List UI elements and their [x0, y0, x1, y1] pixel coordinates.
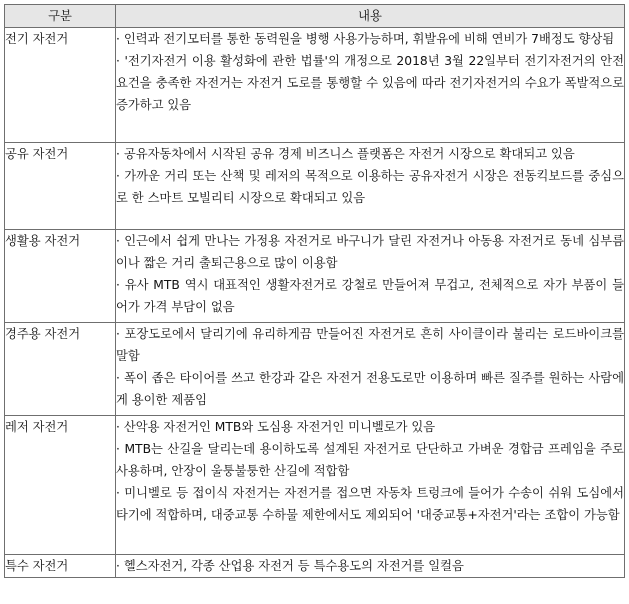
row-category: 생활용 자전거: [5, 230, 116, 323]
header-content: 내용: [116, 5, 625, 28]
row-category: 특수 자전거: [5, 555, 116, 578]
row-category: 공유 자전거: [5, 143, 116, 230]
row-content: [116, 416, 625, 555]
table-row: [5, 555, 625, 578]
header-row: [5, 5, 625, 28]
content-item: · 유사 MTB 역시 대표적인 생활자전거로 강철로 만들어져 무겁고, 전체적으로 자가 부품이 들어가 가격 부담이 없음: [116, 278, 624, 314]
row-content: [116, 28, 625, 143]
row-content: [116, 555, 625, 578]
content-item: · 폭이 좁은 타이어를 쓰고 한강과 같은 자전거 전용도로만 이용하며 빠른 질주를 원하는 사람에게 용이한 제품임: [116, 371, 624, 407]
table-row: [5, 323, 625, 416]
content-item: · 가까운 거리 또는 산책 및 레저의 목적으로 이용하는 공유자전거 시장은 전동킥보드를 중심으로 한 스마트 모빌리티 시장으로 확대되고 있음: [116, 169, 624, 205]
content-item: · '전기자전거 이용 활성화에 관한 법률'의 개정으로 2018년 3월 22일부터 전기자전거의 안전요건을 충족한 자전거는 자전거 도로를 통행할 수 있음에 따라 전기자전거의 수요가 폭발적으로 증가하고 있음: [116, 54, 624, 112]
header-category: 구분: [5, 5, 116, 28]
table-row: [5, 230, 625, 323]
content-item: · 인근에서 쉽게 만나는 가정용 자전거로 바구니가 달린 자전거나 아동용 자전거로 동네 심부름이나 짧은 거리 출퇴근용으로 많이 이용함: [116, 234, 624, 270]
table-row: [5, 143, 625, 230]
bicycle-types-table: [4, 4, 625, 578]
content-item: · 인력과 전기모터를 통한 동력원을 병행 사용가능하며, 휘발유에 비해 연비가 7배정도 향상됨: [116, 32, 615, 46]
content-item: · MTB는 산길을 달리는데 용이하도록 설계된 자전거로 단단하고 가벼운 경합금 프레임을 주로 사용하며, 안장이 울퉁불퉁한 산길에 적합함: [116, 442, 624, 478]
content-item: · 산악용 자전거인 MTB와 도심용 자전거인 미니벨로가 있음: [116, 420, 436, 434]
row-content: [116, 143, 625, 230]
row-content: [116, 230, 625, 323]
row-category: 레저 자전거: [5, 416, 116, 555]
table-row: [5, 416, 625, 555]
content-item: · 헬스자전거, 각종 산업용 자전거 등 특수용도의 자전거를 일컬음: [116, 559, 464, 573]
content-item: · 포장도로에서 달리기에 유리하게끔 만들어진 자전거로 흔히 사이클이라 불리는 로드바이크를 말함: [116, 327, 624, 363]
row-category: 경주용 자전거: [5, 323, 116, 416]
row-content: [116, 323, 625, 416]
content-item: · 미니벨로 등 접이식 자전거는 자전거를 접으면 자동차 트렁크에 들어가 수송이 쉬워 도심에서 타기에 적합하며, 대중교통 수하물 제한에서도 제외되어 '대중교통+자전거'라는 조합이 가능함: [116, 486, 624, 522]
content-item: · 공유자동차에서 시작된 공유 경제 비즈니스 플랫폼은 자전거 시장으로 확대되고 있음: [116, 147, 575, 161]
table-row: [5, 28, 625, 143]
row-category: 전기 자전거: [5, 28, 116, 143]
